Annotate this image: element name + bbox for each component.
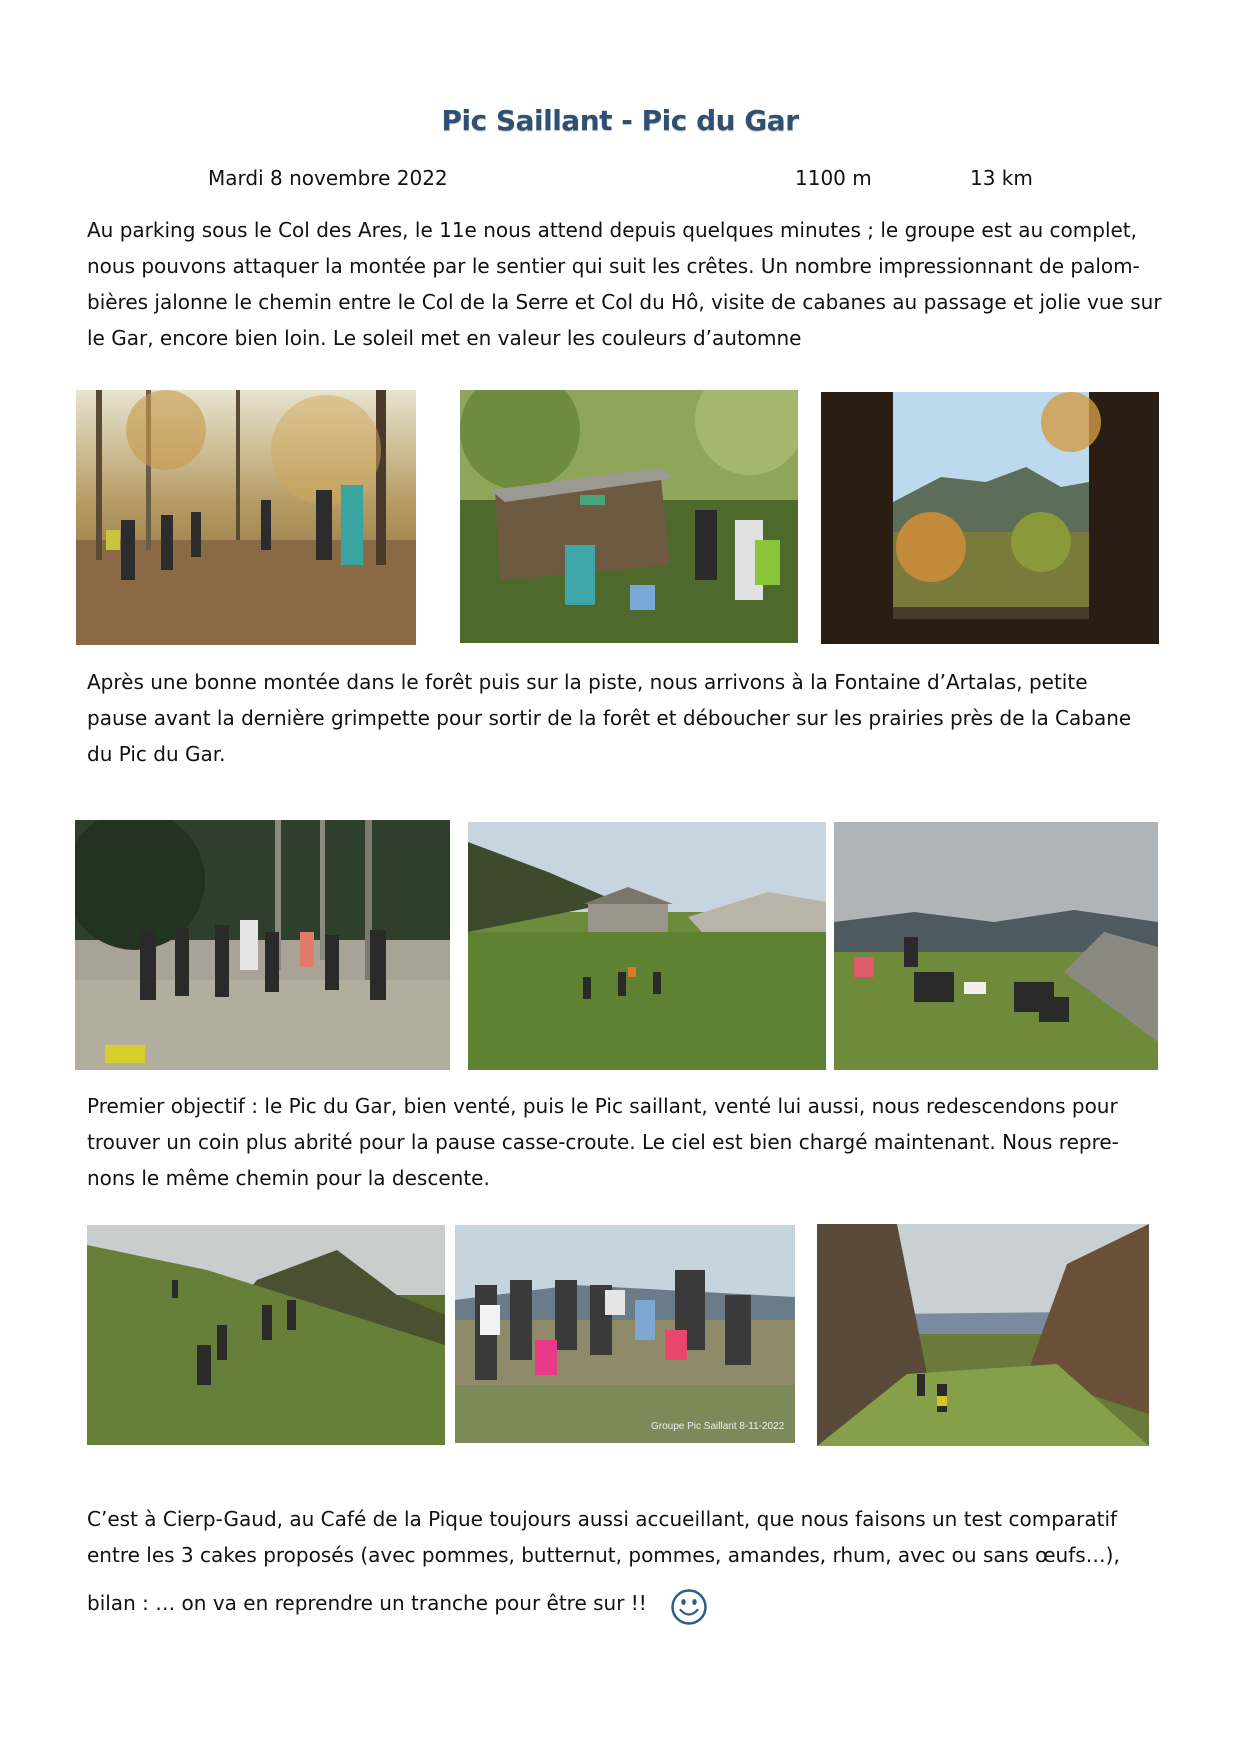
paragraph-3 xyxy=(87,1088,1167,1196)
paragraph-line: du Pic du Gar. xyxy=(87,742,226,766)
paragraph-1 xyxy=(87,212,1167,356)
photo-autumn-forest-group xyxy=(76,390,416,645)
photo-valley-descent xyxy=(817,1224,1149,1446)
paragraph-line: pause avant la dernière grimpette pour sortir de la forêt et déboucher sur les prairies près de la Cabane xyxy=(87,706,1132,730)
photo-picnic-on-ridge xyxy=(834,822,1158,1070)
paragraph-line: entre les 3 cakes proposés (avec pommes, butternut, pommes, amandes, rhum, avec ou sans œufs…), xyxy=(87,1543,1120,1567)
paragraph-line: bilan : … on va en reprendre un tranche pour être sur !! xyxy=(87,1591,647,1615)
photo-hikers-on-slope xyxy=(87,1225,445,1445)
paragraph-line: Premier objectif : le Pic du Gar, bien venté, puis le Pic saillant, venté lui aussi, nous redescendons pour xyxy=(87,1094,1118,1118)
paragraph-line: nons le même chemin pour la descente. xyxy=(87,1166,490,1190)
hike-date: Mardi 8 novembre 2022 xyxy=(208,166,448,190)
smiley-face-icon xyxy=(670,1588,708,1626)
photo-group-forest-clearing xyxy=(75,820,450,1070)
paragraph-line: Au parking sous le Col des Ares, le 11e nous attend depuis quelques minutes ; le groupe est au complet, xyxy=(87,218,1137,242)
paragraph-2 xyxy=(87,664,1167,772)
hike-distance: 13 km xyxy=(970,166,1033,190)
photo-hut-in-woods xyxy=(460,390,798,643)
photo-cabane-pic-du-gar xyxy=(468,822,826,1070)
paragraph-line: nous pouvons attaquer la montée par le sentier qui suit les crêtes. Un nombre impressionnant de palom- xyxy=(87,254,1140,278)
paragraph-line: le Gar, encore bien loin. Le soleil met en valeur les couleurs d’automne xyxy=(87,326,802,350)
photo-window-view xyxy=(821,392,1159,644)
paragraph-line: C’est à Cierp-Gaud, au Café de la Pique toujours aussi accueillant, que nous faisons un test comparatif xyxy=(87,1507,1118,1531)
photo-group-summit xyxy=(455,1225,795,1443)
photo-watermark: Groupe Pic Saillant 8-11-2022 xyxy=(651,1421,785,1432)
paragraph-line: Après une bonne montée dans le forêt puis sur la piste, nous arrivons à la Fontaine d’Artalas, petite xyxy=(87,670,1088,694)
paragraph-line: trouver un coin plus abrité pour la pause casse-croute. Le ciel est bien chargé maintenant. Nous repre- xyxy=(87,1130,1119,1154)
page-title: Pic Saillant - Pic du Gar xyxy=(441,104,799,137)
paragraph-line: bières jalonne le chemin entre le Col de la Serre et Col du Hô, visite de cabanes au passage et jolie vue sur xyxy=(87,290,1162,314)
paragraph-4 xyxy=(87,1501,1167,1621)
hike-elevation: 1100 m xyxy=(795,166,872,190)
